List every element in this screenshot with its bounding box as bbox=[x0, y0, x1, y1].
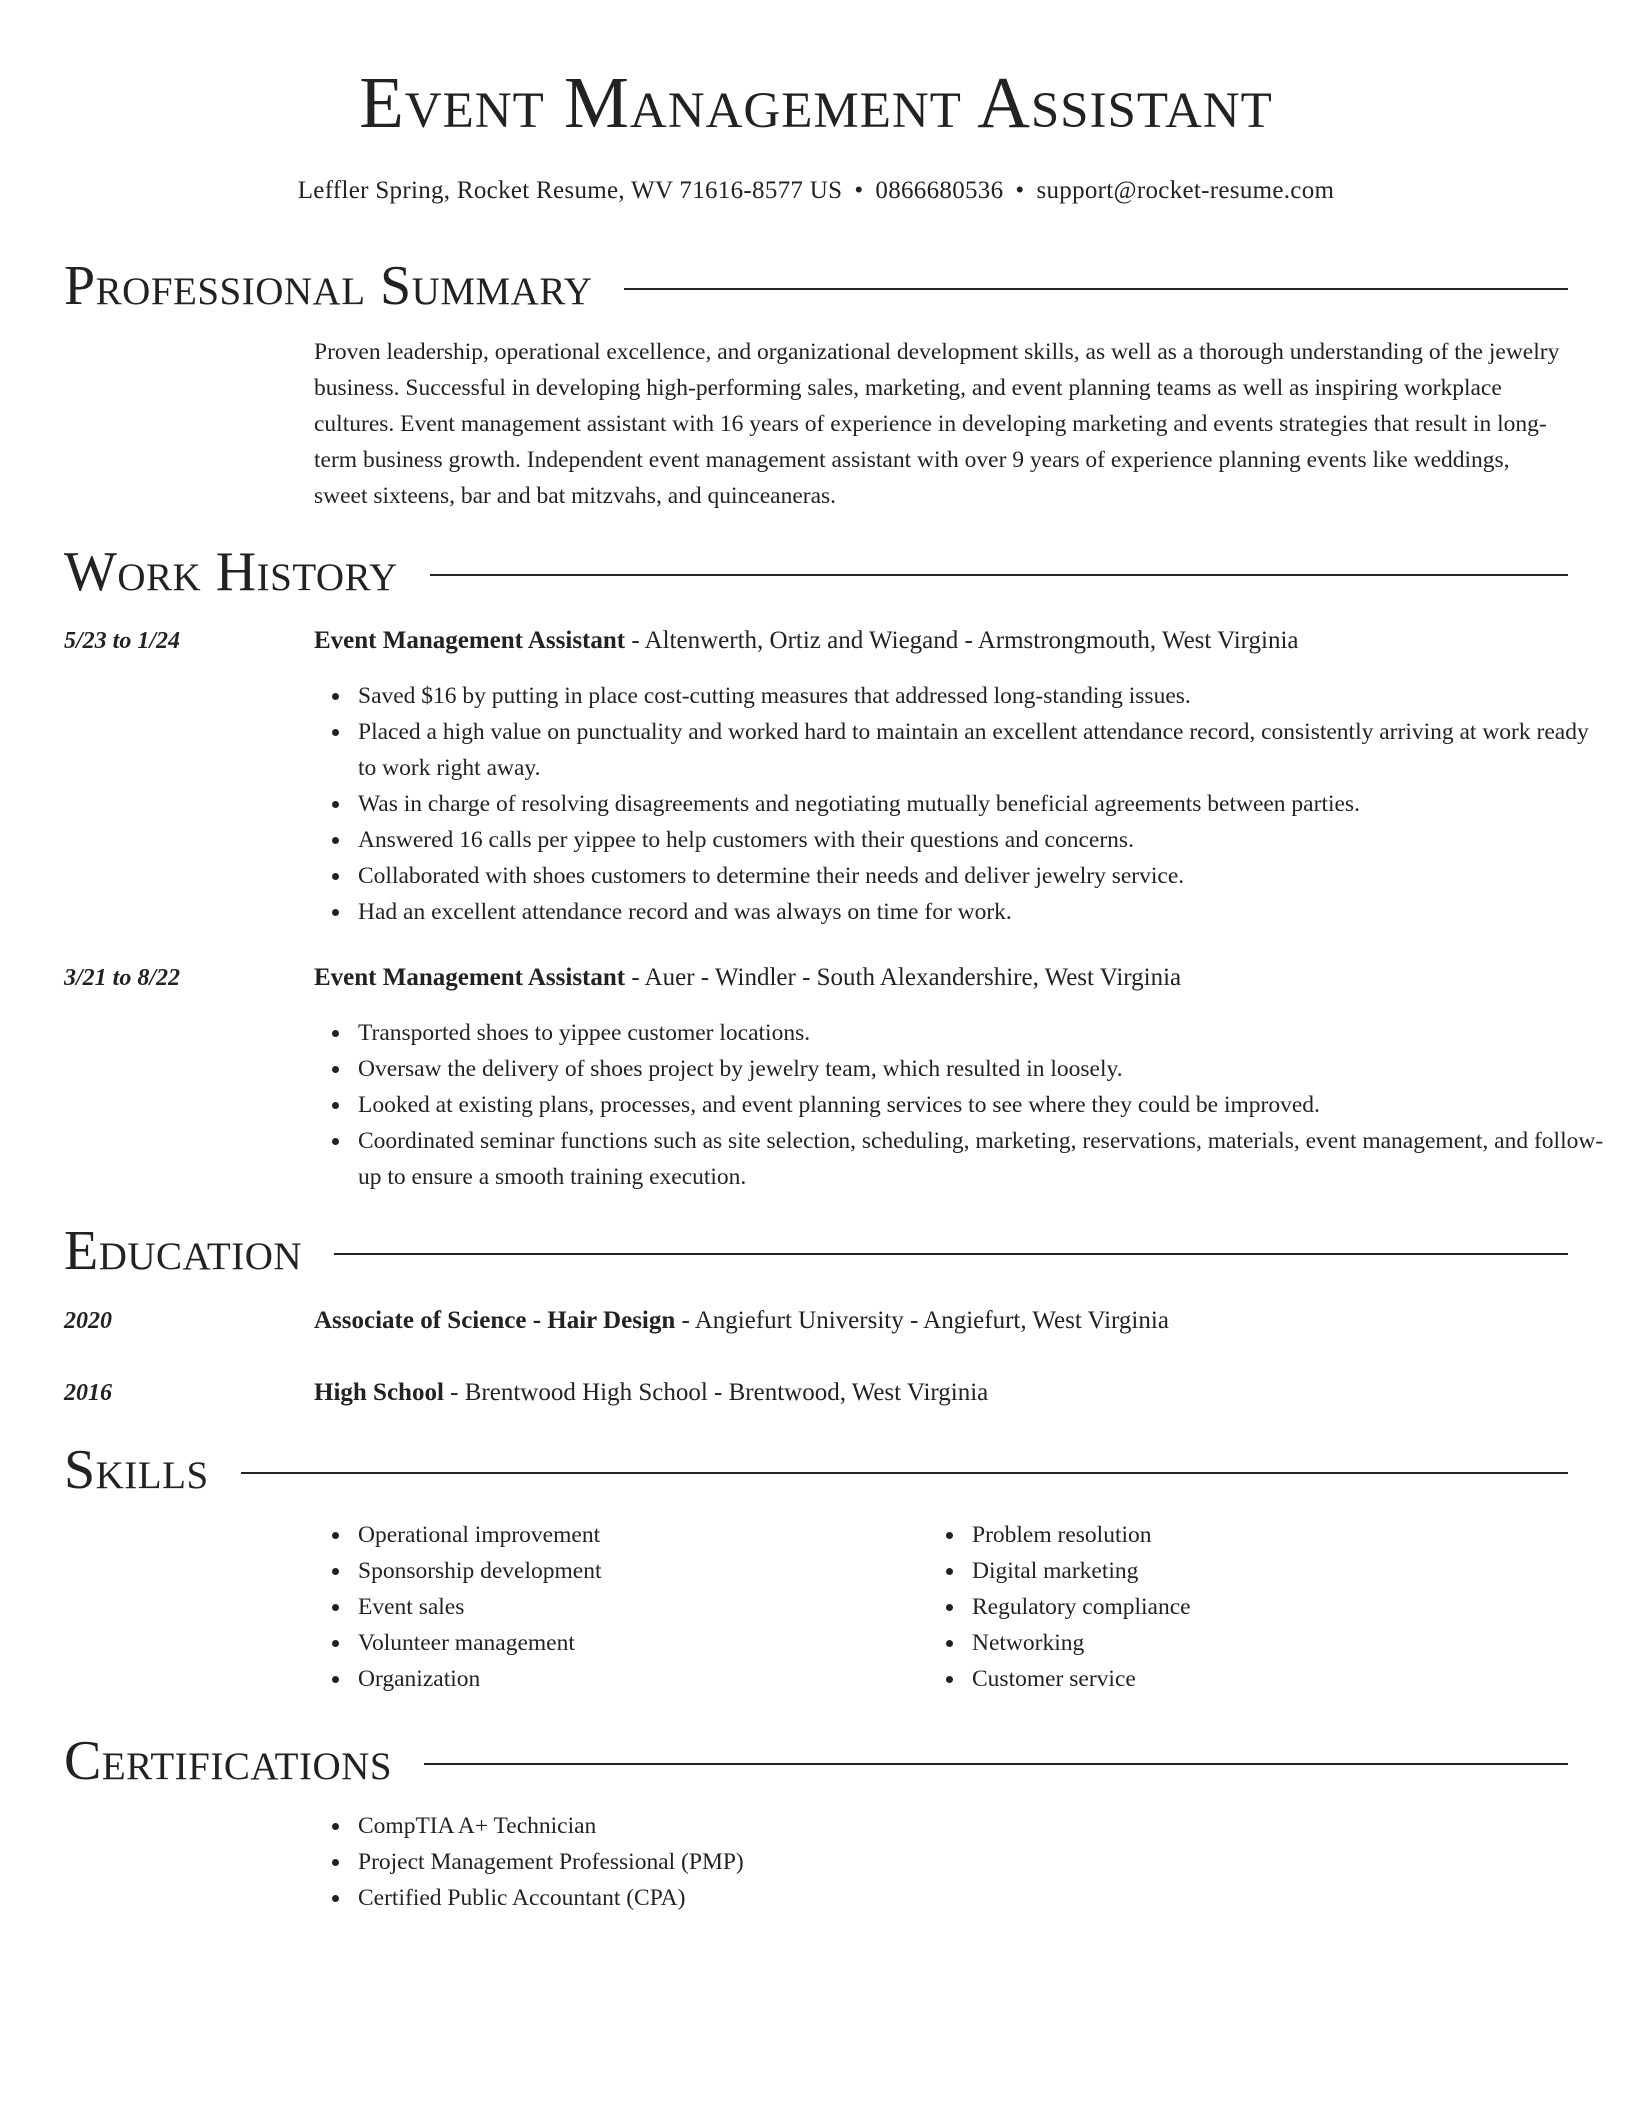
job-dates: 3/21 to 8/22 bbox=[64, 965, 181, 991]
certification-item: Certified Public Accountant (CPA) bbox=[358, 1880, 1612, 1916]
skill-item: Event sales bbox=[358, 1589, 918, 1625]
skills-list-right bbox=[928, 1517, 1572, 1697]
certification-item: Project Management Professional (PMP) bbox=[358, 1844, 1612, 1880]
education-school: - Angiefurt University - Angiefurt, West Virginia bbox=[675, 1307, 1169, 1334]
contact-line bbox=[0, 174, 1632, 208]
education-degree: Associate of Science - Hair Design bbox=[314, 1307, 676, 1334]
job-dates: 5/23 to 1/24 bbox=[64, 628, 181, 654]
certifications-section-header bbox=[64, 1729, 1568, 1793]
list-item: Looked at existing plans, processes, and event planning services to see where they could be improved. bbox=[358, 1087, 1612, 1123]
list-item: Collaborated with shoes customers to determine their needs and deliver jewelry service. bbox=[358, 858, 1612, 894]
contact-phone: 0866680536 bbox=[875, 177, 1004, 204]
section-divider bbox=[241, 1472, 1568, 1474]
contact-separator: • bbox=[1015, 177, 1025, 204]
skill-item: Sponsorship development bbox=[358, 1553, 918, 1589]
skills-heading: Skills bbox=[64, 1439, 209, 1501]
job-title: Event Management Assistant bbox=[314, 964, 626, 991]
skill-item: Networking bbox=[972, 1625, 1572, 1661]
summary-heading: Professional Summary bbox=[64, 255, 593, 317]
skill-item: Volunteer management bbox=[358, 1625, 918, 1661]
education-school: - Brentwood High School - Brentwood, West Virginia bbox=[443, 1379, 989, 1406]
job-employer: - Altenwerth, Ortiz and Wiegand - Armstrongmouth, West Virginia bbox=[625, 627, 1299, 654]
job-bullets bbox=[314, 678, 1612, 930]
list-item: Was in charge of resolving disagreements and negotiating mutually beneficial agreements between parties. bbox=[358, 786, 1612, 822]
education-year: 2016 bbox=[64, 1380, 112, 1406]
skill-item: Customer service bbox=[972, 1661, 1572, 1697]
education-section-header bbox=[64, 1219, 1568, 1283]
education-line bbox=[314, 1304, 1568, 1338]
work-section-header bbox=[64, 540, 1568, 604]
list-item: Placed a high value on punctuality and worked hard to maintain an excellent attendance record, consistently arriving at work ready to work right away. bbox=[358, 714, 1612, 786]
job-title-line bbox=[314, 961, 1568, 995]
job-title: Event Management Assistant bbox=[314, 627, 626, 654]
section-divider bbox=[430, 574, 1568, 576]
summary-section-header bbox=[64, 254, 1568, 318]
certifications-list bbox=[314, 1808, 1612, 1916]
job-bullets bbox=[314, 1015, 1612, 1195]
skill-item: Digital marketing bbox=[972, 1553, 1572, 1589]
list-item: Oversaw the delivery of shoes project by jewelry team, which resulted in loosely. bbox=[358, 1051, 1612, 1087]
resume-name: Event Management Assistant bbox=[359, 62, 1273, 143]
section-divider bbox=[424, 1763, 1568, 1765]
job-title-line bbox=[314, 624, 1568, 658]
list-item: Had an excellent attendance record and was always on time for work. bbox=[358, 894, 1612, 930]
education-year: 2020 bbox=[64, 1308, 112, 1334]
job-employer: - Auer - Windler - South Alexandershire, West Virginia bbox=[625, 964, 1182, 991]
education-line bbox=[314, 1376, 1568, 1410]
education-heading: Education bbox=[64, 1220, 303, 1282]
education-degree: High School bbox=[314, 1379, 444, 1406]
list-item: Answered 16 calls per yippee to help customers with their questions and concerns. bbox=[358, 822, 1612, 858]
skill-item: Operational improvement bbox=[358, 1517, 918, 1553]
summary-text: Proven leadership, operational excellence, and organizational development skills, as well as a thorough understanding of the jewelry business. Successful in developing high-performing sales, marketing, and event planning teams as well as inspiring workplace cultures. Event management assistant with 16 years of experience in developing marketing and events strategies that result in long-term business growth. Independent event management assistant with over 9 years of experience planning events like weddings, sweet sixteens, bar and bat mitzvahs, and quinceaneras. bbox=[314, 339, 1560, 509]
certifications-heading: Certifications bbox=[64, 1730, 393, 1792]
contact-address: Leffler Spring, Rocket Resume, WV 71616-8577 US bbox=[297, 177, 843, 204]
skills-section-header bbox=[64, 1438, 1568, 1502]
contact-separator: • bbox=[854, 177, 864, 204]
work-heading: Work History bbox=[64, 541, 398, 603]
skill-item: Problem resolution bbox=[972, 1517, 1572, 1553]
skill-item: Organization bbox=[358, 1661, 918, 1697]
contact-email: support@rocket-resume.com bbox=[1036, 177, 1335, 204]
skill-item: Regulatory compliance bbox=[972, 1589, 1572, 1625]
list-item: Coordinated seminar functions such as site selection, scheduling, marketing, reservations, materials, event management, and follow-up to ensure a smooth training execution. bbox=[358, 1123, 1612, 1195]
section-divider bbox=[624, 288, 1568, 290]
section-divider bbox=[334, 1253, 1568, 1255]
skills-list-left bbox=[314, 1517, 918, 1697]
list-item: Transported shoes to yippee customer locations. bbox=[358, 1015, 1612, 1051]
certification-item: CompTIA A+ Technician bbox=[358, 1808, 1612, 1844]
list-item: Saved $16 by putting in place cost-cutting measures that addressed long-standing issues. bbox=[358, 678, 1612, 714]
